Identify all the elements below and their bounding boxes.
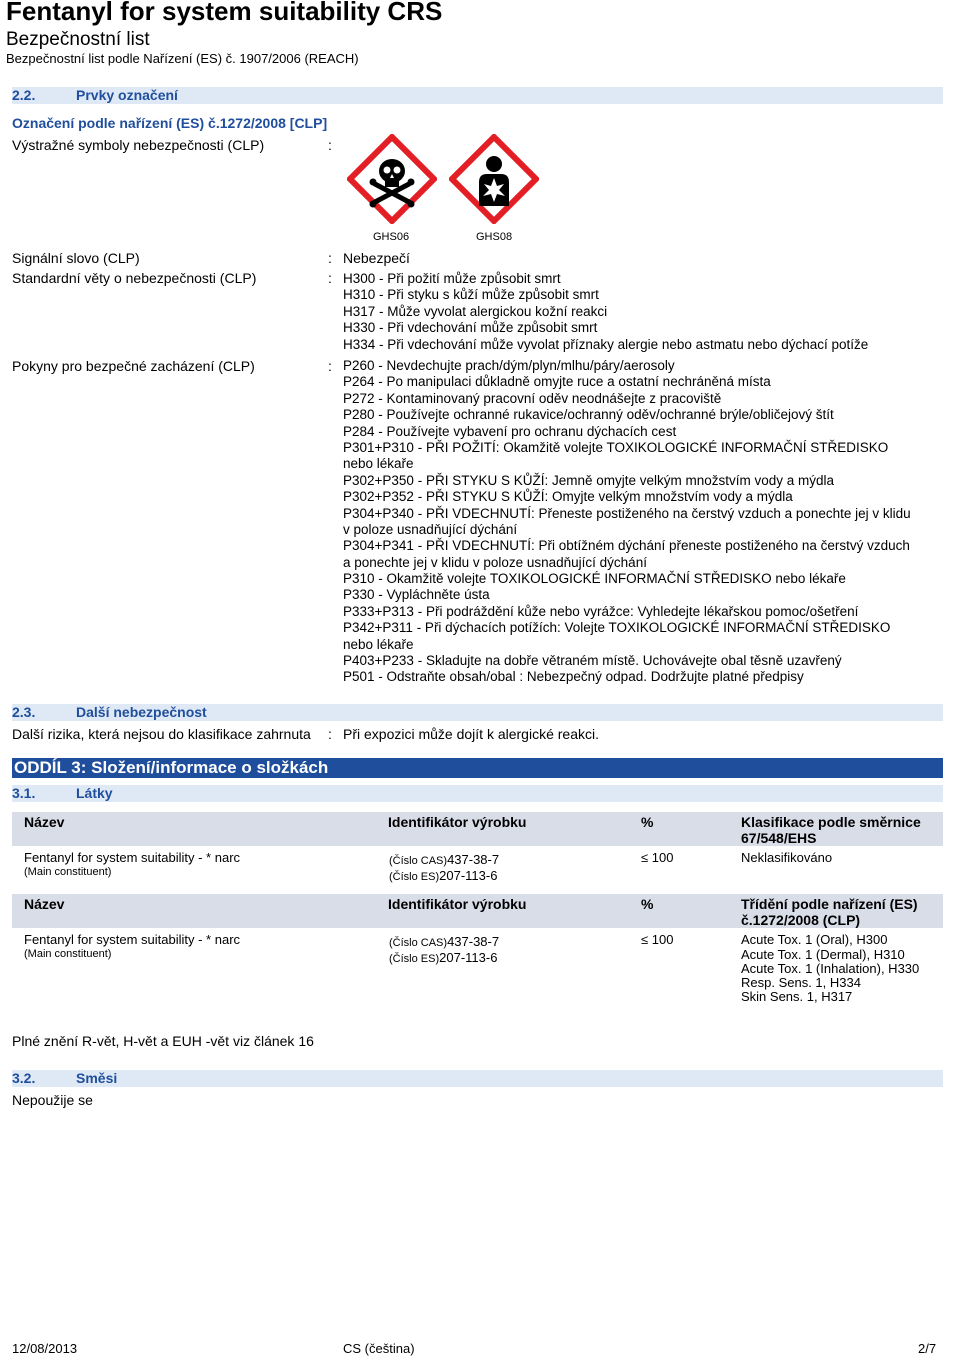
precautionary-statement: P302+P352 - PŘI STYKU S KŮŽÍ: Omyjte velkým množstvím vody a mýdla — [343, 489, 793, 505]
colon: : — [328, 250, 332, 266]
footer-date: 12/08/2013 — [12, 1341, 78, 1356]
section-title: Další nebezpečnost — [76, 704, 207, 720]
precautionary-statement: P501 - Odstraňte obsah/obal : Nebezpečný odpad. Dodržujte platné předpisy — [343, 669, 804, 685]
precautionary-statement: P264 - Po manipulaci důkladně omyjte ruce a ostatní nechráněná místa — [343, 374, 771, 390]
section-3-heading — [12, 758, 943, 778]
section-number: 3.1. — [12, 785, 36, 801]
clp-classification-line: Resp. Sens. 1, H334 — [741, 975, 861, 990]
clp-classification-line: Acute Tox. 1 (Dermal), H310 — [741, 947, 905, 962]
precautionary-statement: nebo lékaře — [343, 636, 414, 652]
colon: : — [328, 270, 332, 286]
substance-name: Fentanyl for system suitability - * narc — [24, 932, 241, 947]
precautionary-statement: v poloze usnadňující dýchání — [343, 521, 518, 537]
hazard-statement: H330 - Při vdechování může způsobit smrt — [343, 320, 598, 336]
precautionary-statement: P302+P350 - PŘI STYKU S KŮŽÍ: Jemně omyjte velkým množstvím vody a mýdla — [343, 472, 835, 488]
full-text-note: Plné znění R-vět, H-vět a EUH -vět viz článek 16 — [12, 1033, 314, 1049]
ghs06-caption: GHS06 — [373, 231, 410, 243]
regulation-line: Bezpečnostní list podle Nařízení (ES) č. 1907/2006 (REACH) — [6, 51, 359, 66]
col-classification-header: Třídění podle nařízení (ES) — [741, 896, 918, 912]
clp-classification-line: Acute Tox. 1 (Inhalation), H330 — [741, 961, 920, 976]
hazard-statements-label: Standardní věty o nebezpečnosti (CLP) — [12, 270, 257, 286]
precautionary-statement: nebo lékaře — [343, 456, 414, 472]
document-subtitle: Bezpečnostní list — [6, 29, 150, 50]
signal-word-value: Nebezpečí — [343, 250, 410, 266]
section-3-1-bar — [12, 785, 943, 802]
precautionary-statements-label: Pokyny pro bezpečné zacházení (CLP) — [12, 358, 255, 374]
col-identifier-header: Identifikátor výrobku — [388, 814, 527, 830]
cas-number: 437-38-7 — [447, 934, 500, 949]
hazard-statement: H300 - Při požití může způsobit smrt — [343, 271, 561, 286]
hazard-statement: H334 - Při vdechování může vyvolat příznaky alergie nebo astmatu nebo dýchací potíže — [343, 336, 869, 352]
precautionary-statement: P403+P233 - Skladujte na dobře větraném místě. Uchovávejte obal těsně uzavřený — [343, 653, 842, 669]
precautionary-statement: P260 - Nevdechujte prach/dým/plyn/mlhu/páry/aerosoly — [343, 358, 675, 373]
hazard-statements-list — [343, 271, 868, 353]
table2-header — [12, 894, 943, 928]
section-title: Látky — [76, 785, 113, 801]
other-hazards-label: Další rizika, která nejsou do klasifikace zahrnuta — [12, 726, 311, 742]
section-number: 3.2. — [12, 1070, 36, 1086]
precautionary-statement: P330 - Vypláchněte ústa — [343, 587, 490, 603]
substance-note: (Main constituent) — [24, 866, 112, 878]
section-title: Směsi — [76, 1070, 118, 1086]
mixtures-value: Nepoužije se — [12, 1092, 93, 1108]
pictograms-label: Výstražné symboly nebezpečnosti (CLP) — [12, 137, 265, 153]
hazard-statement: H317 - Může vyvolat alergickou kožní reakci — [343, 303, 608, 319]
precautionary-statement: P333+P313 - Při podráždění kůže nebo vyrážce: Vyhledejte lékařskou pomoc/ošetření — [343, 603, 859, 619]
section-2-2-bar — [12, 87, 943, 104]
col-classification-header: Klasifikace podle směrnice — [741, 814, 921, 830]
col-name-header: Název — [24, 814, 65, 830]
table1-header — [12, 812, 943, 846]
clp-classification-line: Acute Tox. 1 (Oral), H300 — [741, 932, 888, 947]
other-hazards-value: Při expozici může dojít k alergické reakci. — [343, 726, 599, 742]
precautionary-statement: P301+P310 - PŘI POŽITÍ: Okamžitě volejte TOXIKOLOGICKÉ INFORMAČNÍ STŘEDISKO — [343, 439, 889, 455]
classification-value: Neklasifikováno — [741, 850, 833, 865]
precautionary-statement: P304+P340 - PŘI VDECHNUTÍ: Přeneste postiženého na čerstvý vzduch a ponechte jej v klidu — [343, 505, 911, 521]
precautionary-statements-list — [343, 358, 911, 686]
precautionary-statement: P284 - Používejte vybavení pro ochranu dýchacích cest — [343, 423, 677, 439]
precautionary-statement: P304+P341 - PŘI VDECHNUTÍ: Při obtížném dýchání přeneste postiženého na čerstvý vzduch — [343, 538, 910, 554]
substance-name: Fentanyl for system suitability - * narc — [24, 850, 241, 865]
cas-number: 437-38-7 — [447, 852, 500, 867]
health-hazard-icon — [449, 134, 539, 224]
clp-heading: Označení podle nařízení (ES) č.1272/2008 [CLP] — [12, 115, 328, 131]
section-3-title: ODDÍL 3: Složení/informace o složkách — [14, 758, 329, 777]
section-number: 2.3. — [12, 704, 36, 720]
section-number: 2.2. — [12, 87, 36, 103]
col-name-header: Název — [24, 896, 65, 912]
colon: : — [328, 137, 332, 153]
percent-value: ≤ 100 — [641, 932, 674, 947]
col-percent-header: % — [641, 814, 654, 830]
colon: : — [328, 726, 332, 742]
es-number: 207-113-6 — [439, 868, 498, 883]
signal-word-label: Signální slovo (CLP) — [12, 250, 140, 266]
hazard-statement: H310 - Při styku s kůží může způsobit smrt — [343, 287, 599, 303]
precautionary-statement: a ponechte jej v klidu v poloze usnadňující dýchání — [343, 554, 647, 570]
col-classification-header-line2: č.1272/2008 (CLP) — [741, 912, 861, 928]
es-label: (Číslo ES) — [389, 871, 440, 883]
section-3-2-bar — [12, 1070, 943, 1087]
col-classification-header-line2: 67/548/EHS — [741, 830, 817, 846]
section-title: Prvky označení — [76, 87, 178, 103]
substance-note: (Main constituent) — [24, 948, 112, 960]
es-number: 207-113-6 — [439, 950, 498, 965]
cas-label: (Číslo CAS) — [389, 937, 448, 949]
es-label: (Číslo ES) — [389, 953, 440, 965]
col-identifier-header: Identifikátor výrobku — [388, 896, 527, 912]
skull-crossbones-icon — [347, 134, 437, 224]
percent-value: ≤ 100 — [641, 850, 674, 865]
precautionary-statement: P280 - Používejte ochranné rukavice/ochranný oděv/ochranné brýle/obličejový štít — [343, 407, 834, 423]
ghs08-caption: GHS08 — [476, 231, 513, 243]
precautionary-statement: P342+P311 - Při dýchacích potížích: Volejte TOXIKOLOGICKÉ INFORMAČNÍ STŘEDISKO — [343, 620, 891, 636]
footer-page: 2/7 — [918, 1341, 937, 1356]
precautionary-statement: P310 - Okamžitě volejte TOXIKOLOGICKÉ INFORMAČNÍ STŘEDISKO nebo lékaře — [343, 571, 846, 587]
clp-classification-line: Skin Sens. 1, H317 — [741, 989, 853, 1004]
section-2-3-bar — [12, 704, 943, 721]
document-title: Fentanyl for system suitability CRS — [6, 0, 443, 26]
cas-label: (Číslo CAS) — [389, 855, 448, 867]
col-percent-header: % — [641, 896, 654, 912]
colon: : — [328, 358, 332, 374]
precautionary-statement: P272 - Kontaminovaný pracovní oděv neodnášejte z pracoviště — [343, 390, 722, 406]
footer-language: CS (čeština) — [343, 1341, 415, 1356]
